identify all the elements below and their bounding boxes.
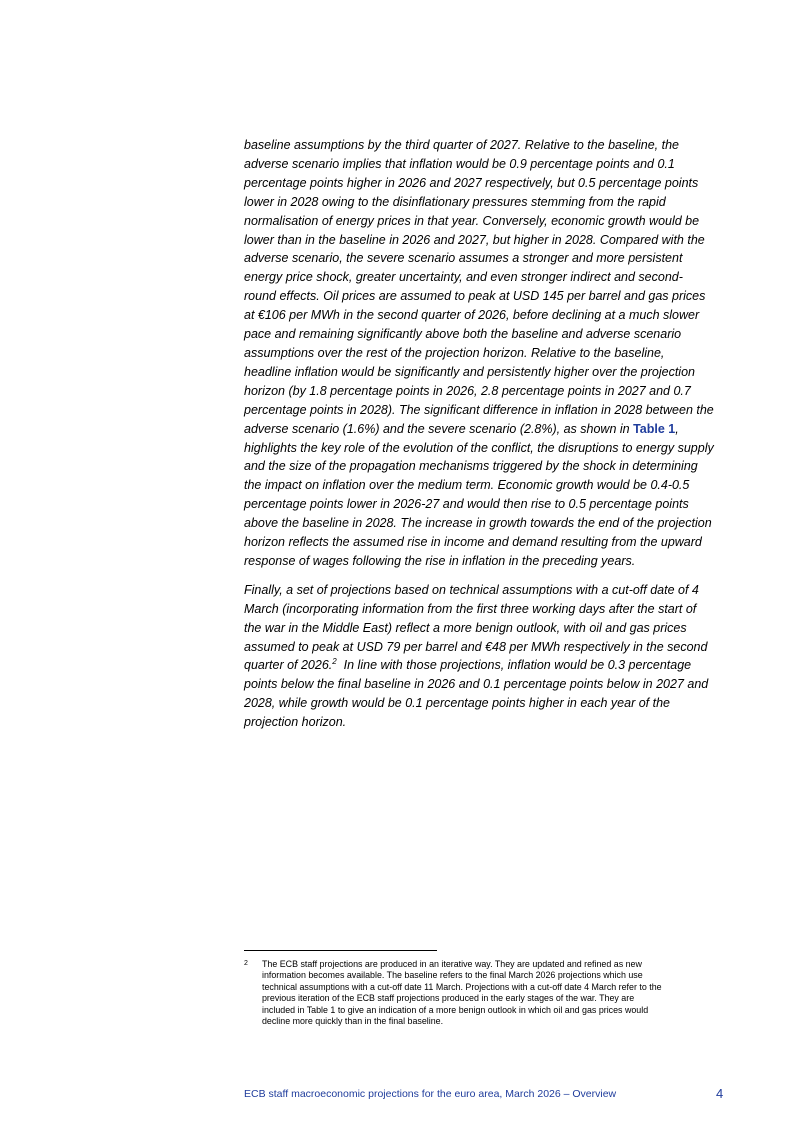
text-line: horizon reflects the assumed rise in income and demand resulting from the upward bbox=[244, 535, 702, 550]
text-line: round effects. Oil prices are assumed to peak at USD 145 per barrel and gas prices bbox=[244, 289, 706, 304]
footnote-line: included in Table 1 to give an indication of a more benign outlook in which oil and gas prices would bbox=[262, 1004, 649, 1015]
paragraph-1 bbox=[244, 136, 734, 571]
text-line: points below the final baseline in 2026 and 0.1 percentage points below in 2027 and bbox=[244, 677, 709, 692]
text-segment: adverse scenario (1.6%) and the severe scenario (2.8%), as shown in bbox=[244, 421, 634, 436]
text-line: projection horizon. bbox=[244, 715, 347, 730]
text-line: the impact on inflation over the medium term. Economic growth would be 0.4-0.5 bbox=[244, 478, 690, 493]
text-line-with-link bbox=[244, 420, 734, 439]
text-line: percentage points lower in 2026-27 and would then rise to 0.5 percentage points bbox=[244, 497, 689, 512]
text-line: normalisation of energy prices in that year. Conversely, economic growth would be bbox=[244, 213, 700, 228]
text-line: 2028, while growth would be 0.1 percentage points higher in each year of the bbox=[244, 696, 670, 711]
paragraph-2 bbox=[244, 581, 734, 732]
footnote-divider bbox=[244, 950, 437, 951]
text-line-with-footnote-ref bbox=[244, 656, 734, 675]
text-line: horizon (by 1.8 percentage points in 2026, 2.8 percentage points in 2027 and 0.7 bbox=[244, 383, 691, 398]
footnote bbox=[244, 959, 734, 1027]
text-line: highlights the key role of the evolution of the conflict, the disruptions to energy supply bbox=[244, 440, 714, 455]
footnote-line: previous iteration of the ECB staff projections produced in the early stages of the war. They are bbox=[262, 993, 635, 1004]
text-line: assumed to peak at USD 79 per barrel and €48 per MWh respectively in the second bbox=[244, 639, 708, 654]
text-segment: quarter of 2026. bbox=[244, 658, 333, 673]
text-line: March (incorporating information from the first three working days after the start of bbox=[244, 601, 697, 616]
text-line: adverse scenario implies that inflation would be 0.9 percentage points and 0.1 bbox=[244, 156, 675, 171]
text-line: assumptions over the rest of the projection horizon. Relative to the baseline, bbox=[244, 345, 665, 360]
text-segment: In line with those projections, inflation would be 0.3 percentage bbox=[336, 658, 692, 673]
footnote-line: The ECB staff projections are produced in an iterative way. They are updated and refined as new bbox=[262, 959, 642, 969]
table-1-link[interactable]: Table 1 bbox=[633, 421, 676, 436]
footnote-line: technical assumptions with a cut-off date 11 March. Projections with a cut-off date 4 March refer to the bbox=[262, 981, 662, 992]
text-line: the war in the Middle East) reflect a more benign outlook, with oil and gas prices bbox=[244, 620, 687, 635]
text-line: pace and remaining significantly above both the baseline and adverse scenario bbox=[244, 327, 682, 342]
footnote-reference[interactable]: 2 bbox=[332, 657, 337, 667]
text-line: response of wages following the rise in inflation in the preceding years. bbox=[244, 553, 636, 568]
text-line: baseline assumptions by the third quarter of 2027. Relative to the baseline, the bbox=[244, 138, 679, 152]
text-line: adverse scenario, the severe scenario assumes a stronger and more persistent bbox=[244, 251, 683, 266]
text-line: lower in 2028 owing to the disinflationary pressures stemming from the rapid bbox=[244, 194, 666, 209]
text-line: headline inflation would be significantly and persistently higher over the projection bbox=[244, 364, 695, 379]
text-line: energy price shock, greater uncertainty, and even stronger indirect and second- bbox=[244, 270, 683, 285]
text-line: Finally, a set of projections based on technical assumptions with a cut-off date of 4 bbox=[244, 582, 699, 597]
page-number: 4 bbox=[716, 1086, 724, 1101]
text-line: above the baseline in 2028. The increase in growth towards the end of the projection bbox=[244, 516, 712, 531]
text-segment: , bbox=[675, 421, 679, 436]
text-line: at €106 per MWh in the second quarter of 2026, before declining at a much slower bbox=[244, 308, 700, 323]
text-line: lower than in the baseline in 2026 and 2027, but higher in 2028. Compared with the bbox=[244, 232, 705, 247]
text-line: percentage points higher in 2026 and 2027 respectively, but 0.5 percentage points bbox=[244, 175, 699, 190]
footer-title: ECB staff macroeconomic projections for the euro area, March 2026 – Overview bbox=[244, 1088, 617, 1100]
footnote-line: decline more quickly than in the final baseline. bbox=[262, 1016, 444, 1027]
footnote-text bbox=[262, 959, 734, 1027]
footnote-line: information becomes available. The baseline refers to the final March 2026 projections which use bbox=[262, 970, 643, 981]
footnote-number: 2 bbox=[244, 960, 248, 967]
text-line: percentage points in 2028). The significant difference in inflation in 2028 between the bbox=[244, 402, 714, 417]
body-text bbox=[244, 136, 734, 742]
text-line: and the size of the propagation mechanisms triggered by the shock in determining bbox=[244, 459, 698, 474]
